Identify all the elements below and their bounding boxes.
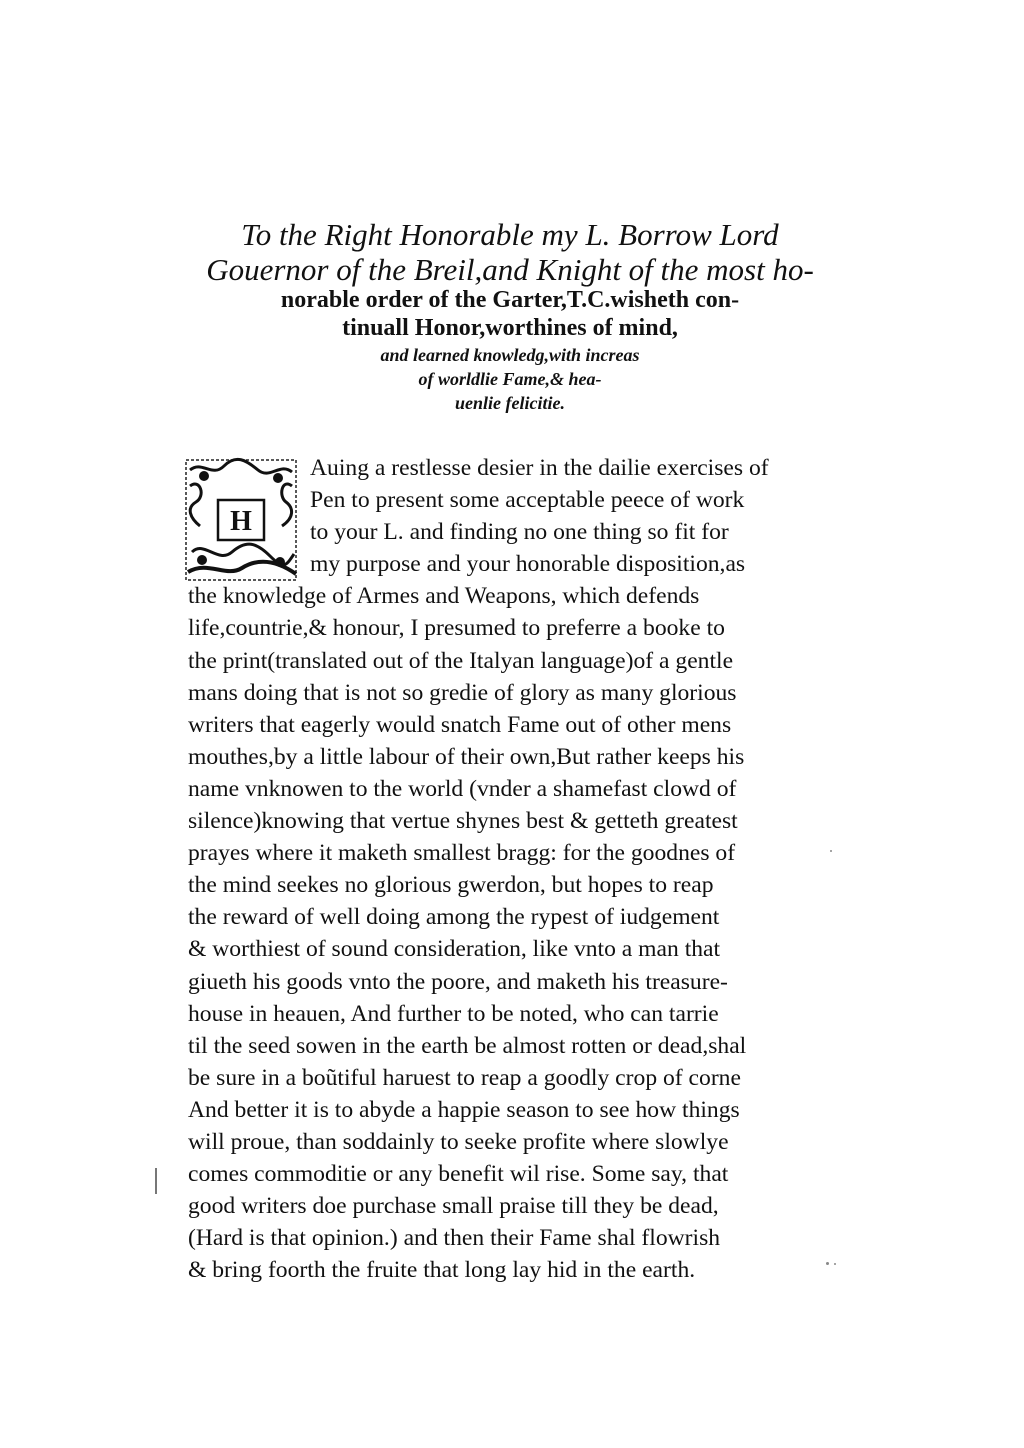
body-line: will proue, than soddainly to seeke profite where slowlye bbox=[188, 1128, 729, 1155]
dedication-line-5: and learned knowledg,with increas bbox=[380, 344, 640, 365]
dedication-line-3: norable order of the Garter,T.C.wisheth con- bbox=[280, 287, 740, 314]
body-line: silence)knowing that vertue shynes best & getteth greatest bbox=[188, 808, 738, 835]
margin-mark bbox=[155, 1168, 157, 1194]
body-line: & bring foorth the fruite that long lay hid in the earth. bbox=[188, 1257, 696, 1284]
body-line: the mind seekes no glorious gwerdon, but hopes to reap bbox=[188, 872, 714, 899]
body-line: the knowledge of Armes and Weapons, which defends bbox=[188, 583, 700, 610]
body-line: house in heauen, And further to be noted, who can tarrie bbox=[188, 1000, 719, 1027]
body-line: Auing a restlesse desier in the dailie exercises of bbox=[310, 455, 769, 481]
speck bbox=[834, 1263, 836, 1265]
body-line: giueth his goods vnto the poore, and maketh his treasure- bbox=[188, 968, 728, 995]
body-line: & worthiest of sound consideration, like vnto a man that bbox=[188, 936, 721, 963]
speck bbox=[830, 850, 832, 852]
speck bbox=[826, 1262, 829, 1265]
dedication-line-1: To the Right Honorable my L. Borrow Lord bbox=[241, 217, 779, 252]
body-line: And better it is to abyde a happie season to see how things bbox=[188, 1096, 740, 1123]
body-line: comes commoditie or any benefit wil rise. Some say, that bbox=[188, 1161, 729, 1188]
body-line: the print(translated out of the Italyan language)of a gentle bbox=[188, 647, 734, 674]
body-line: good writers doe purchase small praise till they be dead, bbox=[188, 1193, 719, 1220]
initial-letter: H bbox=[230, 506, 252, 537]
body-line: mouthes,by a little labour of their own,But rather keeps his bbox=[188, 743, 745, 770]
body-line: the reward of well doing among the rypest of iudgement bbox=[188, 904, 720, 931]
dedication-line-4: tinuall Honor,worthines of mind, bbox=[342, 315, 678, 342]
body-line: writers that eagerly would snatch Fame out of other mens bbox=[188, 711, 732, 738]
body-line: name vnknowen to the world (vnder a shamefast clowd of bbox=[188, 775, 737, 802]
body-text bbox=[188, 452, 836, 1286]
body-line: life,countrie,& honour, I presumed to preferre a booke to bbox=[188, 615, 725, 642]
body-line: mans doing that is not so gredie of glory as many glorious bbox=[188, 679, 737, 706]
body-line: (Hard is that opinion.) and then their Fame shal flowrish bbox=[188, 1225, 721, 1252]
body-line: Pen to present some acceptable peece of work bbox=[310, 487, 745, 514]
dedication-line-6: of worldlie Fame,& hea- bbox=[418, 368, 602, 389]
dedication-heading bbox=[180, 218, 840, 416]
body-line: my purpose and your honorable disposition,as bbox=[310, 551, 746, 578]
dedication-line-2: Gouernor of the Breil,and Knight of the most ho- bbox=[206, 251, 814, 287]
body-line: prayes where it maketh smallest bragg: for the goodnes of bbox=[188, 840, 736, 867]
body-line: to your L. and finding no one thing so fit for bbox=[310, 519, 729, 546]
body-line: be sure in a boũtiful haruest to reap a goodly crop of corne bbox=[188, 1064, 741, 1091]
dedication-line-7: uenlie felicitie. bbox=[455, 393, 565, 414]
body-line: til the seed sowen in the earth be almost rotten or dead,shal bbox=[188, 1032, 747, 1059]
